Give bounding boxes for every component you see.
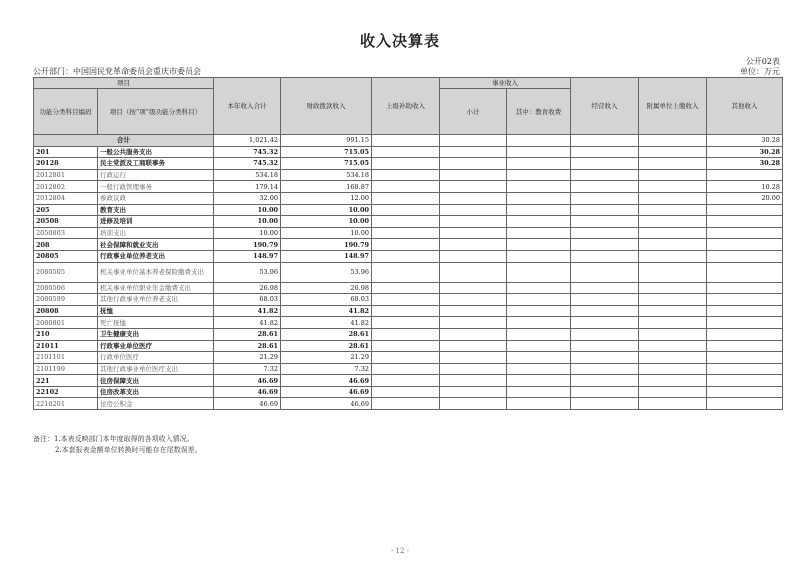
- cell-fiscal: 715.05: [281, 146, 372, 158]
- table-row: [34, 398, 783, 410]
- cell-total: 745.32: [214, 146, 281, 158]
- cell-superior: [372, 363, 440, 375]
- total-row: [34, 135, 783, 147]
- total-fiscal: 991.15: [281, 135, 372, 147]
- page-number: - 12 -: [390, 547, 410, 555]
- table-row: [34, 386, 783, 398]
- cell-education: [507, 294, 571, 306]
- cell-subtotal: [440, 340, 507, 352]
- cell-affiliated: [639, 181, 707, 193]
- cell-superior: [372, 181, 440, 193]
- cell-name: 社会保障和就业支出: [98, 239, 214, 251]
- cell-operating: [571, 239, 639, 251]
- cell-total: 41.82: [214, 305, 281, 317]
- table-row: [34, 181, 783, 193]
- cell-superior: [372, 239, 440, 251]
- cell-affiliated: [639, 204, 707, 216]
- cell-fiscal: 168.87: [281, 181, 372, 193]
- table-row: [34, 305, 783, 317]
- cell-affiliated: [639, 192, 707, 204]
- note-1: 备注：1.本表反映部门本年度取得的各项收入情况。: [33, 435, 194, 443]
- cell-affiliated: [639, 340, 707, 352]
- cell-superior: [372, 375, 440, 387]
- cell-superior: [372, 352, 440, 364]
- cell-total: 46.69: [214, 398, 281, 410]
- cell-education: [507, 169, 571, 181]
- header-affiliated: 附属单位上缴收入: [639, 78, 707, 135]
- cell-operating: [571, 328, 639, 340]
- cell-affiliated: [639, 282, 707, 294]
- cell-name: 住房保障支出: [98, 375, 214, 387]
- table-row: [34, 216, 783, 228]
- cell-subtotal: [440, 181, 507, 193]
- cell-subtotal: [440, 250, 507, 262]
- cell-subtotal: [440, 216, 507, 228]
- cell-fiscal: 21.29: [281, 352, 372, 364]
- cell-education: [507, 181, 571, 193]
- cell-affiliated: [639, 227, 707, 239]
- cell-affiliated: [639, 363, 707, 375]
- cell-other: [707, 352, 783, 364]
- cell-superior: [372, 169, 440, 181]
- cell-operating: [571, 282, 639, 294]
- cell-total: 179.14: [214, 181, 281, 193]
- cell-name: 机关事业单位基本养老保险缴费支出: [98, 262, 214, 282]
- cell-code: 2080506: [34, 282, 98, 294]
- header-other: 其他收入: [707, 78, 783, 135]
- header-operating: 经营收入: [571, 78, 639, 135]
- cell-education: [507, 282, 571, 294]
- cell-name: 其他行政事业单位养老支出: [98, 294, 214, 306]
- department-label: 公开部门：中国国民党革命委员会重庆市委员会: [33, 67, 201, 76]
- cell-superior: [372, 216, 440, 228]
- cell-affiliated: [639, 317, 707, 329]
- cell-name: 机关事业单位职业年金缴费支出: [98, 282, 214, 294]
- cell-subtotal: [440, 239, 507, 251]
- cell-total: 46.69: [214, 375, 281, 387]
- cell-operating: [571, 294, 639, 306]
- form-number: 公开02表: [745, 57, 780, 66]
- cell-fiscal: 26.98: [281, 282, 372, 294]
- cell-code: 21011: [34, 340, 98, 352]
- cell-other: [707, 204, 783, 216]
- cell-education: [507, 386, 571, 398]
- cell-subtotal: [440, 146, 507, 158]
- cell-operating: [571, 305, 639, 317]
- cell-name: 其他行政事业单位医疗支出: [98, 363, 214, 375]
- total-subtotal: [440, 135, 507, 147]
- cell-name: 一般行政管理事务: [98, 181, 214, 193]
- cell-operating: [571, 146, 639, 158]
- cell-code: 2012801: [34, 169, 98, 181]
- cell-operating: [571, 352, 639, 364]
- cell-other: [707, 227, 783, 239]
- cell-other: [707, 386, 783, 398]
- total-superior: [372, 135, 440, 147]
- cell-superior: [372, 317, 440, 329]
- cell-other: [707, 169, 783, 181]
- cell-total: 148.97: [214, 250, 281, 262]
- table-row: [34, 239, 783, 251]
- header-total: 本年收入合计: [214, 78, 281, 135]
- cell-affiliated: [639, 239, 707, 251]
- cell-code: 22102: [34, 386, 98, 398]
- cell-other: [707, 294, 783, 306]
- cell-operating: [571, 181, 639, 193]
- income-table: [33, 77, 783, 410]
- cell-total: 190.79: [214, 239, 281, 251]
- cell-education: [507, 317, 571, 329]
- cell-operating: [571, 216, 639, 228]
- cell-affiliated: [639, 294, 707, 306]
- cell-code: 20128: [34, 158, 98, 170]
- cell-total: 32.00: [214, 192, 281, 204]
- cell-name: 进修及培训: [98, 216, 214, 228]
- table-row: [34, 328, 783, 340]
- cell-code: 210: [34, 328, 98, 340]
- cell-operating: [571, 340, 639, 352]
- cell-other: 10.28: [707, 181, 783, 193]
- table-header: [34, 78, 783, 135]
- cell-superior: [372, 340, 440, 352]
- cell-education: [507, 216, 571, 228]
- table-row: [34, 158, 783, 170]
- cell-code: 2050803: [34, 227, 98, 239]
- cell-affiliated: [639, 250, 707, 262]
- cell-total: 7.32: [214, 363, 281, 375]
- cell-affiliated: [639, 386, 707, 398]
- cell-name: 行政单位医疗: [98, 352, 214, 364]
- cell-fiscal: 12.00: [281, 192, 372, 204]
- header-item: 项目: [34, 78, 214, 89]
- cell-affiliated: [639, 216, 707, 228]
- cell-operating: [571, 386, 639, 398]
- table-row: [34, 192, 783, 204]
- table-row: [34, 352, 783, 364]
- cell-name: 死亡抚恤: [98, 317, 214, 329]
- total-label: 合计: [34, 135, 214, 147]
- cell-fiscal: 46.69: [281, 398, 372, 410]
- cell-total: 745.32: [214, 158, 281, 170]
- cell-total: 28.61: [214, 328, 281, 340]
- cell-name: 住房公积金: [98, 398, 214, 410]
- cell-superior: [372, 262, 440, 282]
- cell-code: 20808: [34, 305, 98, 317]
- cell-subtotal: [440, 204, 507, 216]
- cell-affiliated: [639, 169, 707, 181]
- cell-code: 2210201: [34, 398, 98, 410]
- cell-other: [707, 262, 783, 282]
- table-row: [34, 294, 783, 306]
- cell-other: [707, 305, 783, 317]
- table-row: [34, 340, 783, 352]
- cell-fiscal: 10.00: [281, 227, 372, 239]
- note-2: 2.本套报表金额单位转换时可能存在尾数误差。: [55, 446, 202, 454]
- cell-operating: [571, 192, 639, 204]
- cell-affiliated: [639, 262, 707, 282]
- cell-code: 2012802: [34, 181, 98, 193]
- cell-total: 53.96: [214, 262, 281, 282]
- cell-total: 21.29: [214, 352, 281, 364]
- table-row: [34, 262, 783, 282]
- cell-operating: [571, 317, 639, 329]
- cell-fiscal: 190.79: [281, 239, 372, 251]
- cell-subtotal: [440, 352, 507, 364]
- cell-education: [507, 340, 571, 352]
- cell-superior: [372, 192, 440, 204]
- cell-operating: [571, 227, 639, 239]
- cell-other: [707, 340, 783, 352]
- page-title: 收入决算表: [359, 32, 440, 50]
- notes: [33, 434, 202, 456]
- cell-subtotal: [440, 375, 507, 387]
- cell-education: [507, 262, 571, 282]
- cell-code: 2080599: [34, 294, 98, 306]
- cell-education: [507, 363, 571, 375]
- table-row: [34, 204, 783, 216]
- cell-code: 2080801: [34, 317, 98, 329]
- cell-fiscal: 28.61: [281, 328, 372, 340]
- cell-code: 20508: [34, 216, 98, 228]
- total-operating: [571, 135, 639, 147]
- cell-other: [707, 282, 783, 294]
- header-education: 其中：教育收费: [507, 89, 571, 135]
- cell-name: 住房改革支出: [98, 386, 214, 398]
- cell-fiscal: 46.69: [281, 375, 372, 387]
- cell-code: 2080505: [34, 262, 98, 282]
- cell-education: [507, 305, 571, 317]
- cell-name: 行政运行: [98, 169, 214, 181]
- cell-affiliated: [639, 398, 707, 410]
- cell-superior: [372, 146, 440, 158]
- cell-code: 201: [34, 146, 98, 158]
- cell-operating: [571, 363, 639, 375]
- header-business: 事业收入: [440, 78, 571, 89]
- cell-education: [507, 146, 571, 158]
- cell-subtotal: [440, 305, 507, 317]
- cell-other: [707, 328, 783, 340]
- total-affiliated: [639, 135, 707, 147]
- cell-subtotal: [440, 169, 507, 181]
- cell-education: [507, 192, 571, 204]
- cell-affiliated: [639, 146, 707, 158]
- header-name: 项目（按“项”级功能分类科目）: [98, 89, 214, 135]
- cell-name: 一般公共服务支出: [98, 146, 214, 158]
- cell-education: [507, 328, 571, 340]
- cell-superior: [372, 305, 440, 317]
- total-education: [507, 135, 571, 147]
- cell-name: 卫生健康支出: [98, 328, 214, 340]
- cell-other: [707, 250, 783, 262]
- cell-other: [707, 216, 783, 228]
- cell-subtotal: [440, 192, 507, 204]
- cell-education: [507, 375, 571, 387]
- cell-education: [507, 227, 571, 239]
- cell-code: 205: [34, 204, 98, 216]
- cell-other: 30.28: [707, 158, 783, 170]
- table-row: [34, 317, 783, 329]
- cell-name: 教育支出: [98, 204, 214, 216]
- cell-affiliated: [639, 305, 707, 317]
- table-row: [34, 375, 783, 387]
- table-body: [34, 135, 783, 410]
- cell-other: [707, 398, 783, 410]
- cell-subtotal: [440, 227, 507, 239]
- cell-affiliated: [639, 158, 707, 170]
- cell-affiliated: [639, 352, 707, 364]
- cell-fiscal: 41.82: [281, 317, 372, 329]
- cell-superior: [372, 282, 440, 294]
- cell-subtotal: [440, 282, 507, 294]
- table-row: [34, 250, 783, 262]
- cell-superior: [372, 294, 440, 306]
- cell-subtotal: [440, 317, 507, 329]
- cell-other: 30.28: [707, 146, 783, 158]
- cell-total: 68.03: [214, 294, 281, 306]
- cell-subtotal: [440, 363, 507, 375]
- cell-total: 41.82: [214, 317, 281, 329]
- cell-superior: [372, 328, 440, 340]
- cell-other: [707, 375, 783, 387]
- table-row: [34, 169, 783, 181]
- cell-fiscal: 53.96: [281, 262, 372, 282]
- cell-fiscal: 28.61: [281, 340, 372, 352]
- cell-subtotal: [440, 294, 507, 306]
- cell-operating: [571, 398, 639, 410]
- header-fiscal: 财政拨款收入: [281, 78, 372, 135]
- cell-subtotal: [440, 398, 507, 410]
- cell-code: 221: [34, 375, 98, 387]
- cell-education: [507, 239, 571, 251]
- cell-total: 10.00: [214, 227, 281, 239]
- cell-operating: [571, 250, 639, 262]
- cell-subtotal: [440, 262, 507, 282]
- cell-total: 46.69: [214, 386, 281, 398]
- cell-superior: [372, 398, 440, 410]
- header-subtotal: 小计: [440, 89, 507, 135]
- table-row: [34, 146, 783, 158]
- cell-name: 参政议政: [98, 192, 214, 204]
- cell-operating: [571, 169, 639, 181]
- cell-other: 20.00: [707, 192, 783, 204]
- cell-fiscal: 148.97: [281, 250, 372, 262]
- cell-total: 26.98: [214, 282, 281, 294]
- cell-superior: [372, 250, 440, 262]
- cell-other: [707, 317, 783, 329]
- total-income: 1,021.42: [214, 135, 281, 147]
- cell-subtotal: [440, 158, 507, 170]
- cell-code: 2101101: [34, 352, 98, 364]
- cell-education: [507, 352, 571, 364]
- cell-code: 2101199: [34, 363, 98, 375]
- cell-name: 行政事业单位养老支出: [98, 250, 214, 262]
- cell-other: [707, 363, 783, 375]
- table-row: [34, 282, 783, 294]
- cell-education: [507, 398, 571, 410]
- cell-affiliated: [639, 375, 707, 387]
- cell-superior: [372, 227, 440, 239]
- cell-name: 抚恤: [98, 305, 214, 317]
- cell-affiliated: [639, 328, 707, 340]
- table-row: [34, 363, 783, 375]
- cell-fiscal: 46.69: [281, 386, 372, 398]
- cell-code: 208: [34, 239, 98, 251]
- total-other: 30.28: [707, 135, 783, 147]
- cell-fiscal: 10.00: [281, 216, 372, 228]
- cell-total: 28.61: [214, 340, 281, 352]
- cell-fiscal: 68.03: [281, 294, 372, 306]
- cell-code: 2012804: [34, 192, 98, 204]
- cell-operating: [571, 204, 639, 216]
- cell-fiscal: 41.82: [281, 305, 372, 317]
- cell-name: 行政事业单位医疗: [98, 340, 214, 352]
- cell-superior: [372, 204, 440, 216]
- cell-superior: [372, 158, 440, 170]
- cell-education: [507, 158, 571, 170]
- cell-fiscal: 7.32: [281, 363, 372, 375]
- cell-operating: [571, 375, 639, 387]
- cell-code: 20805: [34, 250, 98, 262]
- header-superior: 上级补助收入: [372, 78, 440, 135]
- cell-subtotal: [440, 386, 507, 398]
- cell-fiscal: 715.05: [281, 158, 372, 170]
- cell-total: 534.18: [214, 169, 281, 181]
- cell-subtotal: [440, 328, 507, 340]
- cell-fiscal: 10.00: [281, 204, 372, 216]
- cell-total: 10.00: [214, 216, 281, 228]
- unit-label: 单位：万元: [740, 67, 780, 76]
- cell-operating: [571, 262, 639, 282]
- cell-name: 民主党派及工商联事务: [98, 158, 214, 170]
- cell-education: [507, 204, 571, 216]
- table-row: [34, 227, 783, 239]
- header-code: 功能分类科目编码: [34, 89, 98, 135]
- cell-total: 10.00: [214, 204, 281, 216]
- cell-education: [507, 250, 571, 262]
- cell-operating: [571, 158, 639, 170]
- cell-fiscal: 534.18: [281, 169, 372, 181]
- cell-other: [707, 239, 783, 251]
- cell-name: 培训支出: [98, 227, 214, 239]
- cell-superior: [372, 386, 440, 398]
